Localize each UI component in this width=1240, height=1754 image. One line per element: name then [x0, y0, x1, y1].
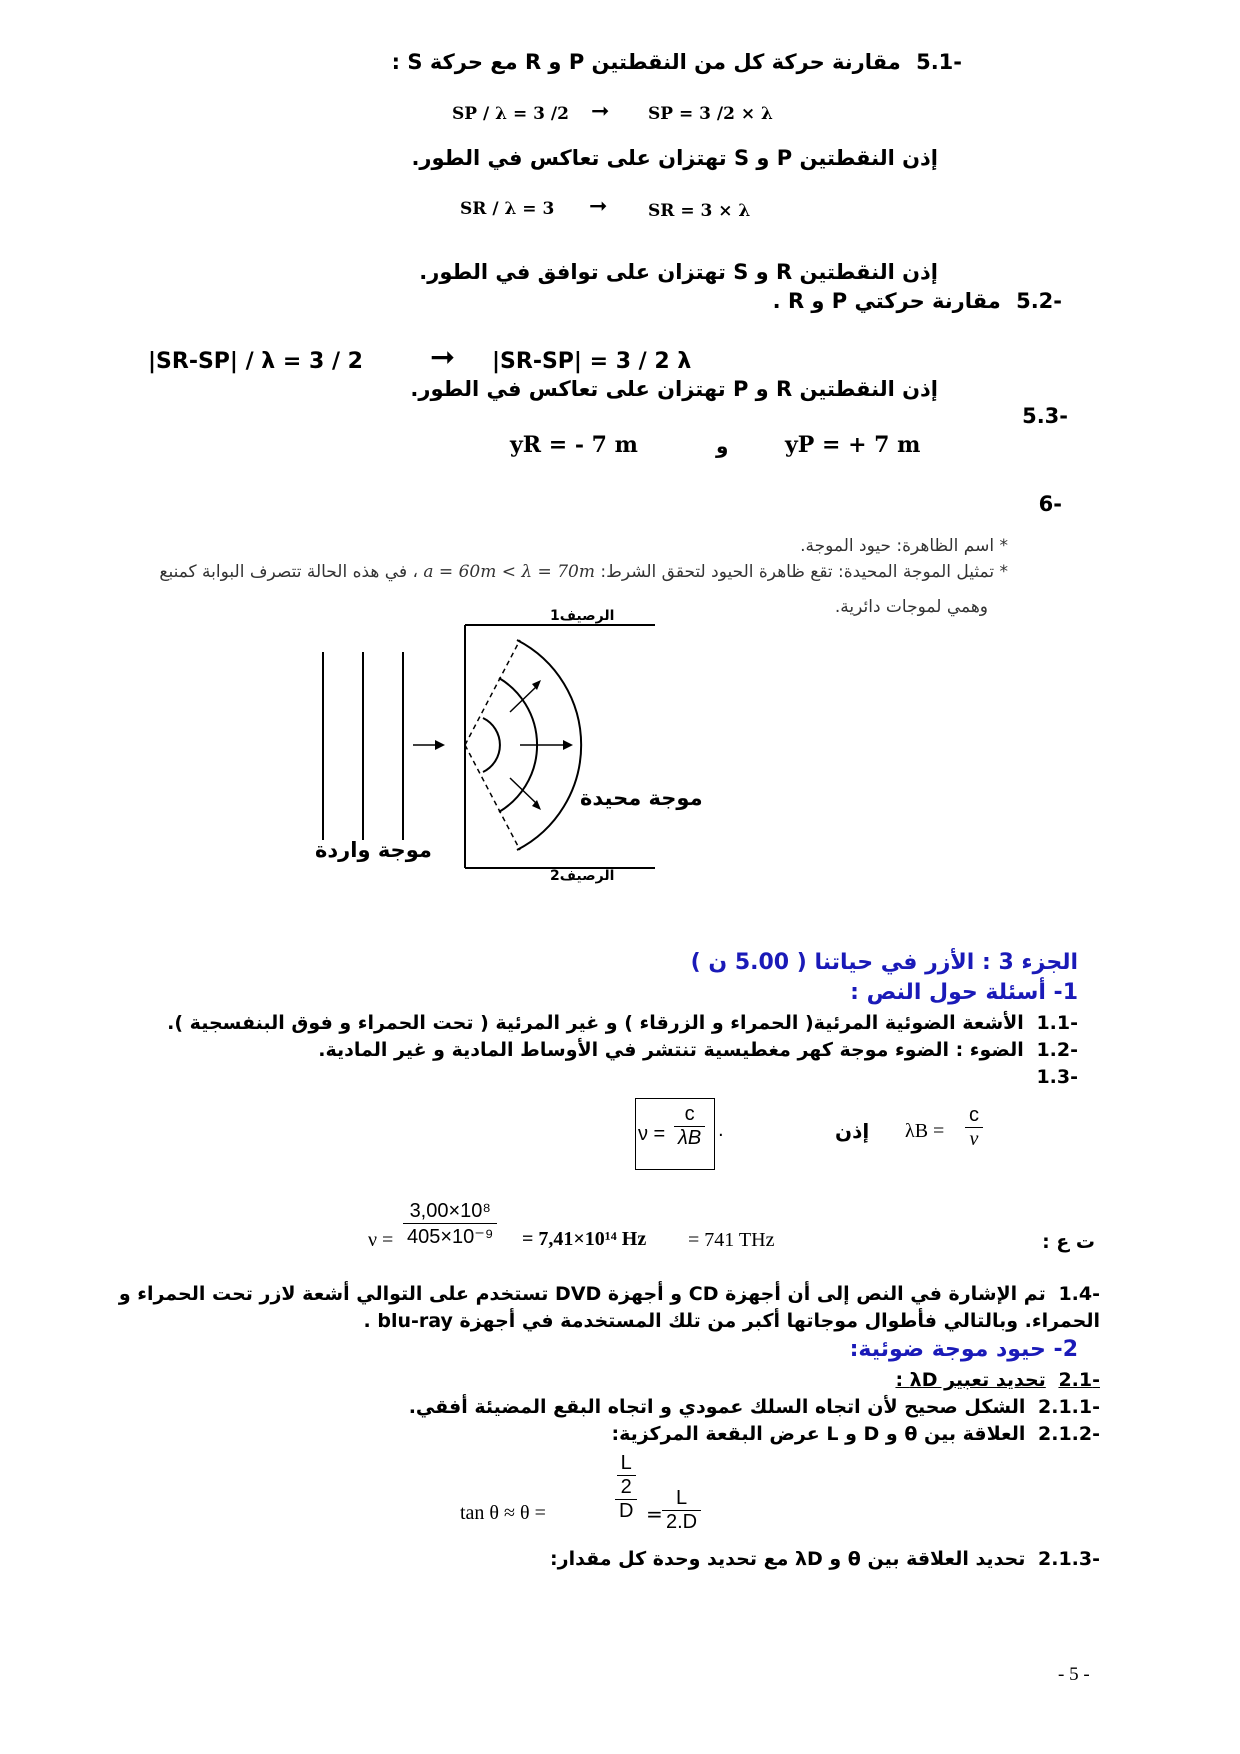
frac-num-c: c [674, 1103, 705, 1127]
q2-1-1-text: الشكل صحيح لأن اتجاه السلك عمودي و اتجاه البقع المضيئة أفقي. [408, 1396, 1026, 1418]
inner-frac-l-over-2 [617, 1452, 636, 1499]
label-quay-1: الرصيف1 [550, 608, 615, 624]
frac-den-2d: 2.D [666, 1511, 698, 1533]
condition-tail: ، في هذه الحالة تتصرف البوابة كمنبع [159, 562, 418, 582]
eq-path-diff-ratio: |SR-SP| / λ = 3 / 2 [148, 349, 363, 374]
eq-sp-ratio: SP / λ = 3 /2 [452, 104, 569, 124]
frac-numeric [403, 1200, 497, 1249]
condition-math: a = 60m < λ = 70m [423, 562, 595, 582]
nu-lhs: ν = [638, 1123, 666, 1145]
q2-1-3-num: -2.1.3 [1038, 1548, 1100, 1570]
frac-c-over-nu [965, 1104, 983, 1151]
heading-5-2 [773, 289, 1062, 313]
therefore-word: إذن [835, 1119, 870, 1143]
heading-5-1-text: مقارنة حركة كل من النقطتين P و R مع حركة S : [391, 50, 901, 74]
label-diffracted-wave: موجة محيدة [580, 786, 703, 810]
q2-1-1-num: -2.1.1 [1038, 1396, 1100, 1418]
equals-sign: = [646, 1502, 663, 1526]
compound-den-d: D [619, 1500, 634, 1522]
q1-4-line1: تم الإشارة في النص إلى أن أجهزة CD و أجهزة DVD تستخدم على التوالي أشعة لازر تحت الحمراء و [118, 1283, 1046, 1305]
virtual-source-text: وهمي لموجات دائرية. [834, 597, 988, 617]
q1-2-text: الضوء : الضوء موجة كهر مغطيسية تنتشر في الأوساط المادية و غير المادية. [318, 1039, 1024, 1061]
frac-num-c2: c [965, 1104, 983, 1128]
arrow-icon: ➞ [589, 194, 608, 219]
part3-title: الجزء 3 : الأزر في حياتنا ( 5.00 ن ) [690, 950, 1078, 975]
conclusion-p-s: إذن النقطتين P و S تهتزان على تعاكس في الطور. [411, 146, 938, 170]
q1-2-num: -1.2 [1036, 1039, 1078, 1061]
numeric-nu-lhs: ν = [368, 1229, 394, 1251]
conclusion-r-p: إذن النقطتين R و P تهتزان على تعاكس في الطور. [410, 377, 938, 401]
heading-5-1-num: -5.1 [916, 50, 962, 74]
frac-num-value: 3,00×10⁸ [403, 1200, 497, 1224]
eq-sr-value: SR = 3 × λ [648, 201, 751, 221]
label-quay-2: الرصيف2 [550, 868, 615, 884]
page-number: - 5 - [1058, 1664, 1090, 1685]
q2-1-2 [611, 1423, 1100, 1445]
q2-1-1 [409, 1396, 1100, 1418]
condition-text: * تمثيل الموجة المحيدة: تقع ظاهرة الحيود لتحقق الشرط: [600, 562, 1008, 582]
diffraction-figure [305, 600, 725, 890]
arrow-icon: ➞ [430, 340, 456, 375]
frac-l-over-2-over-d [615, 1452, 637, 1523]
label-incident-wave: موجة واردة [315, 838, 432, 862]
q1-1-text: الأشعة الضوئية المرئية( الحمراء و الزرقاء ) و غير المرئية ( تحت الحمراء و فوق البنفسجية ). [167, 1012, 1024, 1034]
eq-path-diff-value: |SR-SP| = 3 / 2 λ [492, 349, 692, 374]
eq-sr-ratio: SR / λ = 3 [460, 199, 555, 219]
q2-1-3-text: تحديد العلاقة بين θ و λD مع تحديد وحدة كل مقدار: [550, 1548, 1026, 1570]
q2-1-2-num: -2.1.2 [1038, 1423, 1100, 1445]
eq-y-p: yP = + 7 m [785, 432, 921, 458]
q1-1 [167, 1012, 1078, 1034]
q1-1-num: -1.1 [1036, 1012, 1078, 1034]
frac-den-value: 405×10⁻⁹ [407, 1226, 494, 1248]
q1-4 [119, 1283, 1100, 1305]
arrow-icon: ➞ [591, 99, 610, 124]
q2-1-num: -2.1 [1058, 1369, 1100, 1391]
conclusion-r-s: إذن النقطتين R و S تهتزان على توافق في الطور. [419, 260, 938, 284]
q1-heading: 1- أسئلة حول النص : [850, 980, 1078, 1005]
eq-y-r: yR = - 7 m [510, 432, 638, 458]
q2-1-2-text: العلاقة بين θ و D و L عرض البقعة المركزية: [611, 1423, 1026, 1445]
frac-c-over-lambda [674, 1103, 705, 1150]
frac-num-l: L [662, 1487, 701, 1511]
numeric-application-label: ت ع : [1042, 1231, 1095, 1253]
q2-heading: 2- حيود موجة ضوئية: [849, 1337, 1078, 1362]
eq-sp-value: SP = 3 /2 × λ [648, 104, 773, 124]
frac-den-lambda-b: λB [678, 1127, 702, 1149]
heading-5-3: -5.3 [1022, 404, 1068, 428]
compound-num [615, 1452, 637, 1500]
heading-5-1 [392, 50, 962, 74]
q1-4-num: -1.4 [1058, 1283, 1100, 1305]
heading-5-2-text: مقارنة حركتي P و R . [772, 289, 1001, 313]
q1-3-num: -1.3 [1036, 1066, 1078, 1088]
inner-den-2: 2 [620, 1476, 632, 1498]
inner-num-l: L [617, 1452, 636, 1476]
q1-4-line2: الحمراء. وبالتالي فأطوال موجاتها أكبر من تلك المستخدمة في أجهزة blu-ray . [363, 1310, 1100, 1332]
formula-dot: . [718, 1120, 724, 1141]
q2-1-text: تحديد تعبير λD : [895, 1369, 1046, 1391]
q2-1-3 [550, 1548, 1100, 1570]
tan-theta-lhs: tan θ ≈ θ = [460, 1502, 546, 1524]
q2-1 [895, 1369, 1100, 1391]
frac-den-nu: ν [969, 1128, 979, 1150]
heading-6: -6 [1038, 492, 1062, 516]
result-hz: = 7,41×10¹⁴ Hz [522, 1228, 647, 1250]
diffraction-condition-line [159, 562, 1008, 582]
q1-2 [318, 1039, 1078, 1061]
lambda-b-eq: λB = [905, 1120, 945, 1142]
frac-l-over-2d [662, 1487, 701, 1534]
formula-frequency-box [635, 1098, 715, 1170]
and-word: و [716, 434, 729, 458]
result-thz: = 741 THz [688, 1229, 775, 1251]
phenomenon-name: * اسم الظاهرة: حيود الموجة. [800, 536, 1008, 556]
heading-5-2-num: -5.2 [1016, 289, 1062, 313]
